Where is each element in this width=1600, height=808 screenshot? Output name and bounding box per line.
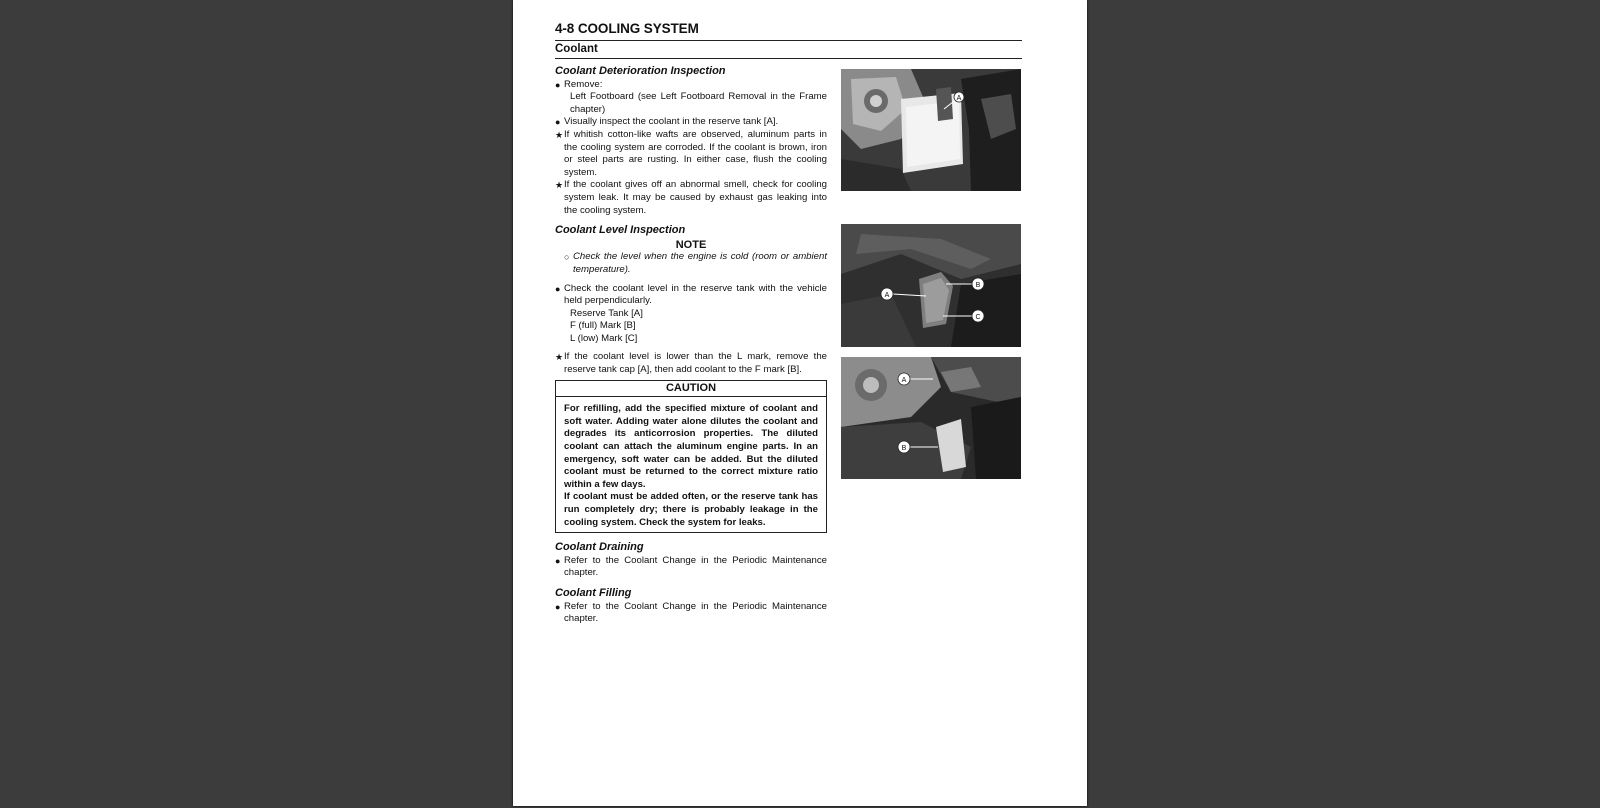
photo-label-b: B — [975, 282, 981, 289]
bullet-icon: ● — [555, 283, 561, 294]
remove-label: Remove: — [564, 78, 603, 90]
label-full-mark: F (full) Mark [B] — [570, 320, 636, 332]
subtitle-rule — [555, 58, 1022, 59]
tank-cap-photo — [841, 357, 1021, 479]
draining-text: Refer to the Coolant Change in the Periodic Maintenance chapter. — [564, 554, 827, 579]
list-item — [555, 116, 827, 129]
photo-label-b: B — [901, 445, 907, 452]
level-marks-photo — [841, 224, 1021, 347]
visual-inspect-text: Visually inspect the coolant in the reserve tank [A]. — [564, 116, 779, 128]
list-item — [555, 601, 827, 626]
corrosion-text: If whitish cotton-like wafts are observed, aluminum parts in the cooling system are corroded. If the coolant is brown, iron or steel parts are rusting. In either case, flush the cooling system. — [564, 128, 827, 178]
note-text: Check the level when the engine is cold (room or ambient temperature). — [573, 251, 827, 275]
note-title: NOTE — [675, 238, 707, 251]
low-level-text: If the coolant level is lower than the L mark, remove the reserve tank cap [A], then add coolant to the F mark [B]. — [564, 351, 827, 376]
caution-paragraph: For refilling, add the specified mixture of coolant and soft water. Adding water alone dilutes the coolant and degrades its anticorrosion properties. The diluted coolant can attach the aluminum engine parts. In an emergency, soft water can be added. But the diluted coolant must be returned to the correct mixture ratio within a few days. — [564, 403, 818, 490]
caution-body — [556, 397, 826, 532]
star-icon: ★ — [555, 129, 564, 140]
list-item — [555, 129, 827, 179]
list-item — [555, 79, 827, 92]
smell-text: If the coolant gives off an abnormal smell, check for cooling system leak. It may be caused by exhaust gas leaking into the cooling system. — [564, 179, 827, 216]
star-icon: ★ — [555, 180, 564, 191]
label-low-mark: L (low) Mark [C] — [570, 332, 638, 344]
caution-box — [555, 380, 827, 534]
label-reserve-tank: Reserve Tank [A] — [570, 307, 643, 319]
check-level-text: Check the coolant level in the reserve tank with the vehicle held perpendicularly. — [564, 282, 827, 307]
note-item — [555, 251, 827, 276]
photo-label-a: A — [956, 95, 962, 102]
caution-title: CAUTION — [556, 381, 826, 398]
level-heading: Coolant Level Inspection — [555, 224, 686, 237]
list-item — [555, 555, 827, 580]
filling-heading: Coolant Filling — [555, 586, 632, 599]
list-item — [555, 179, 827, 217]
page-header — [555, 21, 1022, 59]
star-icon: ★ — [555, 352, 564, 363]
photo-label-a: A — [884, 292, 890, 299]
bullet-icon: ● — [555, 601, 561, 612]
manual-page — [513, 0, 1087, 806]
photo-label-a: A — [901, 377, 907, 384]
bullet-icon: ● — [555, 79, 561, 90]
caution-paragraph: If coolant must be added often, or the reserve tank has run completely dry; there is probably leakage in the cooling system. Check the system for leaks. — [564, 491, 818, 528]
list-item — [555, 351, 827, 376]
bullet-icon: ● — [555, 117, 561, 128]
filling-text: Refer to the Coolant Change in the Periodic Maintenance chapter. — [564, 600, 827, 625]
text-column — [555, 65, 827, 626]
section-title: 4-8 COOLING SYSTEM — [555, 21, 699, 36]
remove-detail: Left Footboard (see Left Footboard Removal in the Frame chapter) — [570, 91, 827, 115]
deterioration-heading: Coolant Deterioration Inspection — [555, 65, 726, 77]
list-item — [555, 283, 827, 308]
draining-heading: Coolant Draining — [555, 541, 644, 554]
reserve-tank-photo — [841, 69, 1021, 191]
bullet-icon: ● — [555, 555, 561, 566]
photo-label-c: C — [975, 314, 981, 321]
circle-icon: ○ — [564, 252, 570, 263]
header-rule — [555, 40, 1022, 41]
page-subtitle: Coolant — [555, 43, 598, 55]
